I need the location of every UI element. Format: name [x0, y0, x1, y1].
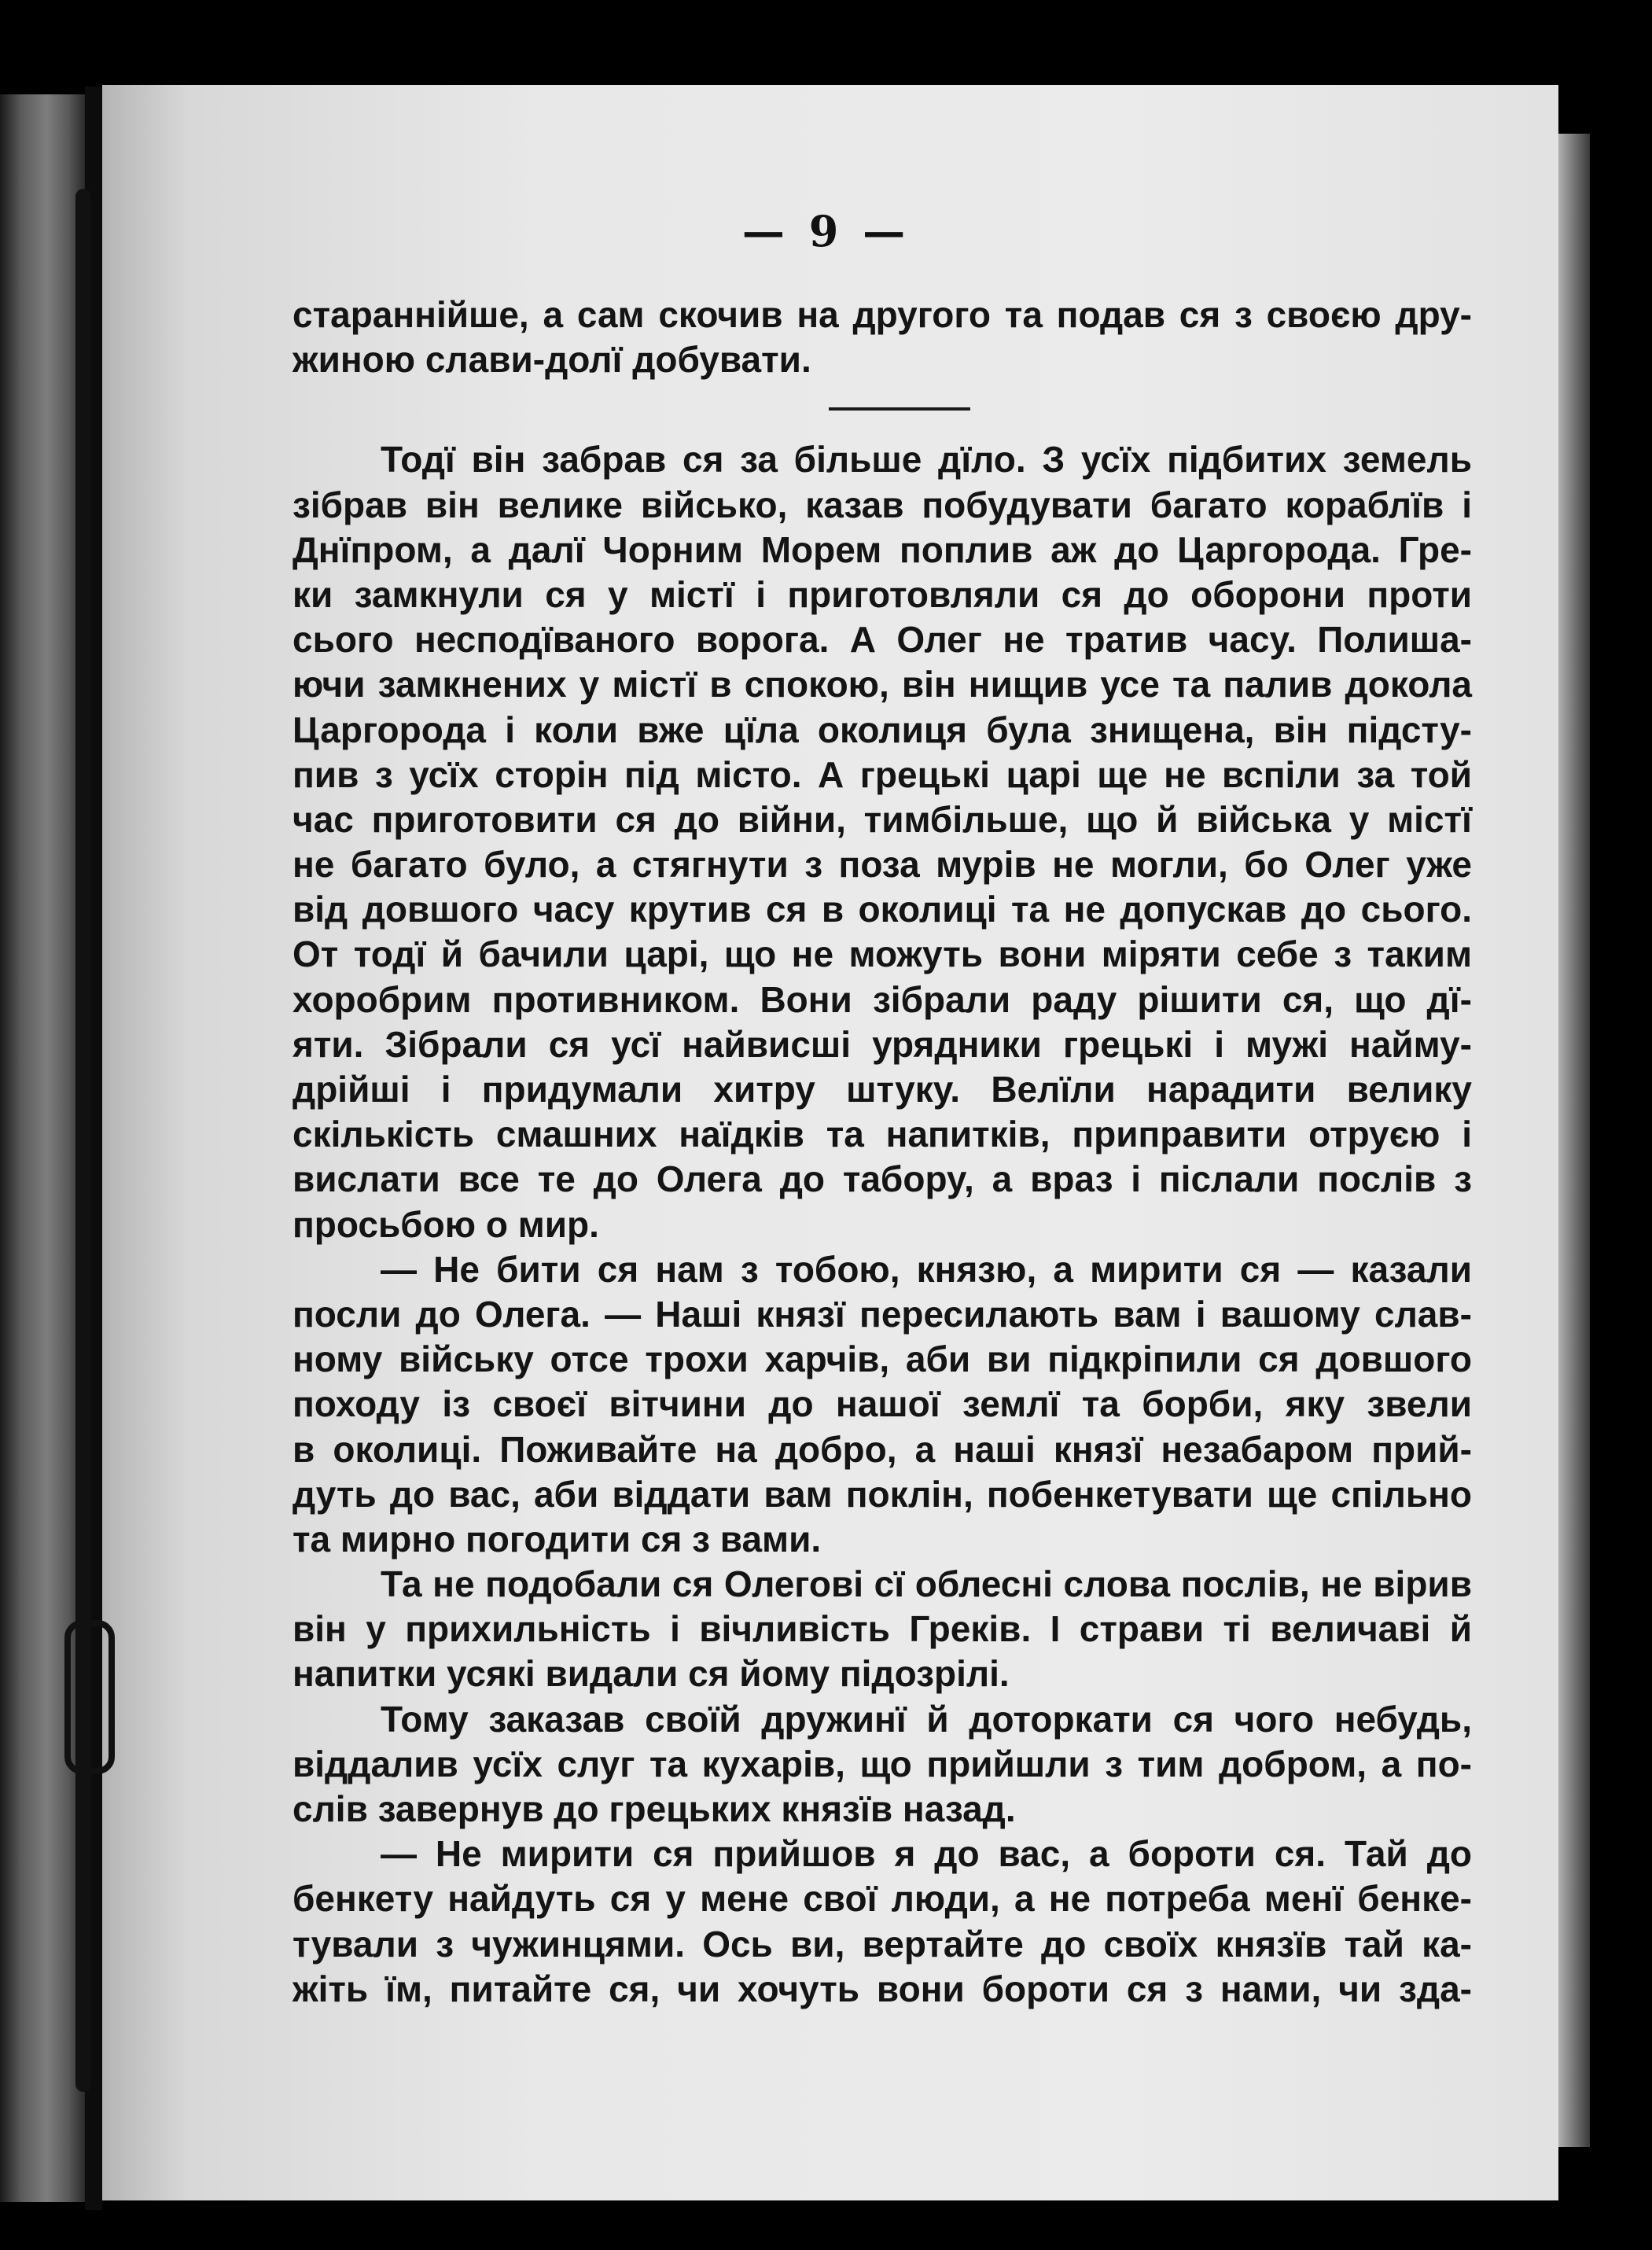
text-line: зібрав він велике військо, казав побудувати багато кораблїв і — [293, 484, 1472, 525]
text-line: жіть їм, питайте ся, чи хочуть вони бороти ся з нами, чи зда- — [293, 1968, 1472, 2009]
text-line: тували з чужинцями. Ось ви, вертайте до своїх князїв тай ка- — [293, 1923, 1472, 1965]
text-line: скількість смашних наїдків та напитків, приправити отруєю і — [293, 1114, 1472, 1155]
text-line: ючи замкнених у містї в спокою, він нищив усе та палив докола — [293, 664, 1472, 705]
text-line: жиною слави-долї добувати. — [293, 339, 811, 381]
text-line: бенкету найдуть ся у мене свої люди, а не потреба менї бенке- — [293, 1878, 1472, 1920]
previous-page-edge — [0, 94, 85, 2202]
text-line: яти. Зібрали ся усї найвисші урядники грецькі і мужі найму- — [293, 1023, 1472, 1065]
text-line: він у прихильність і вічливість Греків. І страви ті величаві й — [293, 1608, 1472, 1650]
text-line: От тодї й бачили царі, що не можуть вони міряти себе з таким — [293, 934, 1472, 975]
text-line: віддалив усїх слуг та кухарів, що прийшли з тим добром, а по- — [293, 1743, 1472, 1784]
text-line: Тому заказав своїй дружинї й доторкати ся чого небудь, — [381, 1698, 1472, 1740]
text-line: ки замкнули ся у містї і приготовляли ся до оборони проти — [293, 573, 1472, 615]
section-separator — [293, 382, 1472, 437]
binding-knot — [64, 1620, 115, 1774]
text-line: Та не подобали ся Олегові сї облесні слова послів, не вірив — [381, 1563, 1472, 1605]
page-text — [293, 293, 1472, 2012]
text-line: дуть до вас, аби віддати вам поклін, побенкетувати ще спільно — [293, 1473, 1472, 1515]
text-line: дрійші і придумали хитру штуку. Велїли нарадити велику — [293, 1069, 1472, 1110]
text-line: стараннійше, а сам скочив на другого та подав ся з своєю дру- — [293, 294, 1472, 335]
text-line: від довшого часу крутив ся в околиці та не допускав до сього. — [293, 889, 1472, 930]
text-line: напитки усякі видали ся йому підозрілі. — [293, 1653, 1010, 1695]
text-line: — Не мирити ся прийшов я до вас, а бороти ся. Тай до — [381, 1833, 1472, 1875]
binding-cord — [75, 189, 91, 2092]
text-line: хоробрим противником. Вони зібрали раду рішити ся, що дї- — [293, 978, 1472, 1020]
text-line: в околиці. Поживайте на добро, а наші князї незабаром прий- — [293, 1428, 1472, 1470]
text-line: — Не бити ся нам з тобою, князю, а мирити ся — казали — [381, 1248, 1472, 1290]
page-number: — 9 — — [741, 206, 911, 256]
text-line: пив з усїх сторін під місто. А грецькі царі ще не вспіли за той — [293, 753, 1472, 795]
text-line: сього несподїваного ворога. А Олег не тратив часу. Полиша- — [293, 619, 1472, 661]
text-line: час приготовити ся до війни, тимбільше, що й війська у містї — [293, 798, 1472, 840]
page-edge-shadow — [1558, 134, 1590, 2147]
text-line: слів завернув до грецьких князїв назад. — [293, 1788, 1016, 1829]
text-line: та мирно погодити ся з вами. — [293, 1518, 822, 1560]
text-line: Царгорода і коли вже цїла околиця була знищена, він підсту- — [293, 709, 1472, 750]
text-line: просьбою о мир. — [293, 1203, 599, 1245]
text-line: посли до Олега. — Наші князї пересилають вам і вашому слав- — [293, 1293, 1472, 1335]
text-line: не багато було, а стягнути з поза мурів не могли, бо Олег уже — [293, 844, 1472, 886]
text-line: Тодї він забрав ся за більше дїло. З усїх підбитих земель — [381, 439, 1472, 481]
text-line: ному війську отсе трохи харчів, аби ви підкріпили ся довшого — [293, 1339, 1472, 1380]
text-line: походу із своєї вітчини до нашої землї та борби, яку звели — [293, 1383, 1472, 1425]
text-line: вислати все те до Олега до табору, а враз і післали послів з — [293, 1158, 1472, 1200]
text-line: Днїпром, а далї Чорним Морем поплив аж до Царгорода. Гре- — [293, 528, 1472, 570]
